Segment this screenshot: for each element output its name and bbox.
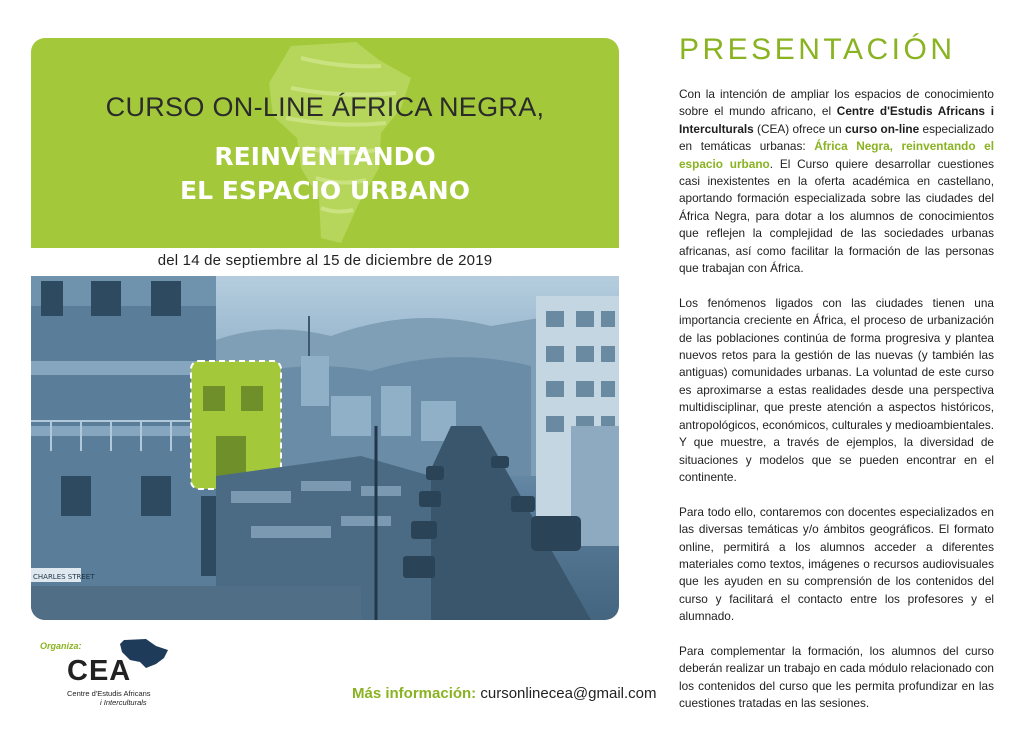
contact-info xyxy=(352,685,657,702)
course-subtitle: REINVENTANDO EL ESPACIO URBANO xyxy=(180,142,470,205)
cea-logo-text: CEA xyxy=(67,655,132,687)
presentation-heading: PRESENTACIÓN xyxy=(679,33,956,66)
paragraph-2: Los fenómenos ligados con las ciudades tienen una importancia creciente en África, el proceso de urbanización de las poblaciones continúa de forma progresiva y plantea nuevos retos para la gestión de las nuevas (y también las antiguas) comunidades urbanas. La voluntad de este curso es aproximarse a estas realidades desde una perspectiva multidisciplinar, que preste atención a aspectos históricos, antropológicos, económicos, culturales y medioambientales. Y que muestre, a través de ejemplos, la diversidad de situaciones y modelos que se pueden encontrar en el continente. xyxy=(679,295,994,484)
paragraph-1: Con la intención de ampliar los espacios de conocimiento sobre el mundo africano, el Centre d'Estudis Africans i Interculturals (CEA) ofrece un curso on-line especializado en temáticas urbanas: África Negra, reinventando el espacio urbano. El Curso quiere desarrollar cuestiones casi inexistentes en la oferta académica en castellano, aportando formación especializada sobre las ciudades del África Negra, para dotar a los alumnos de conocimientos que reflejen la complejidad de las sociedades urbanas africanas, así como facilitar la formación de las personas que trabajan con África. xyxy=(679,87,994,276)
street-photo xyxy=(31,276,619,620)
paragraph-3: Para todo ello, contaremos con docentes especializados en las diversas temáticas y/o ámbitos geográficos. El formato online, permitirá a los alumnos acceder a diferentes materiales como textos, imágenes o recursos audiovisuales que les ayuden en su comprensión de los contenidos del curso y facilitará el contacto entre los profesores y el alumnado. xyxy=(679,504,994,624)
organizer-name-2: i Interculturals xyxy=(100,698,147,707)
hero-banner xyxy=(31,38,619,248)
paragraph-4: Para complementar la formación, los alumnos del curso deberán realizar un trabajo en cada módulo relacionado con los contenidos del curso que les permita profundizar en las cuestiones tratadas en las sesiones. xyxy=(679,643,994,711)
street-sign: CHARLES STREET xyxy=(33,573,95,581)
course-title: CURSO ON-LINE ÁFRICA NEGRA, xyxy=(105,92,545,122)
course-dates: del 14 de septiembre al 15 de diciembre de 2019 xyxy=(157,252,493,269)
contact-label: Más información: xyxy=(352,685,477,702)
organizer-label: Organiza: xyxy=(40,641,82,651)
organizer-name: Centre d'Estudis Africans xyxy=(67,689,151,698)
contact-email[interactable]: cursonlinecea@gmail.com xyxy=(480,685,657,702)
presentation-body xyxy=(679,86,994,730)
